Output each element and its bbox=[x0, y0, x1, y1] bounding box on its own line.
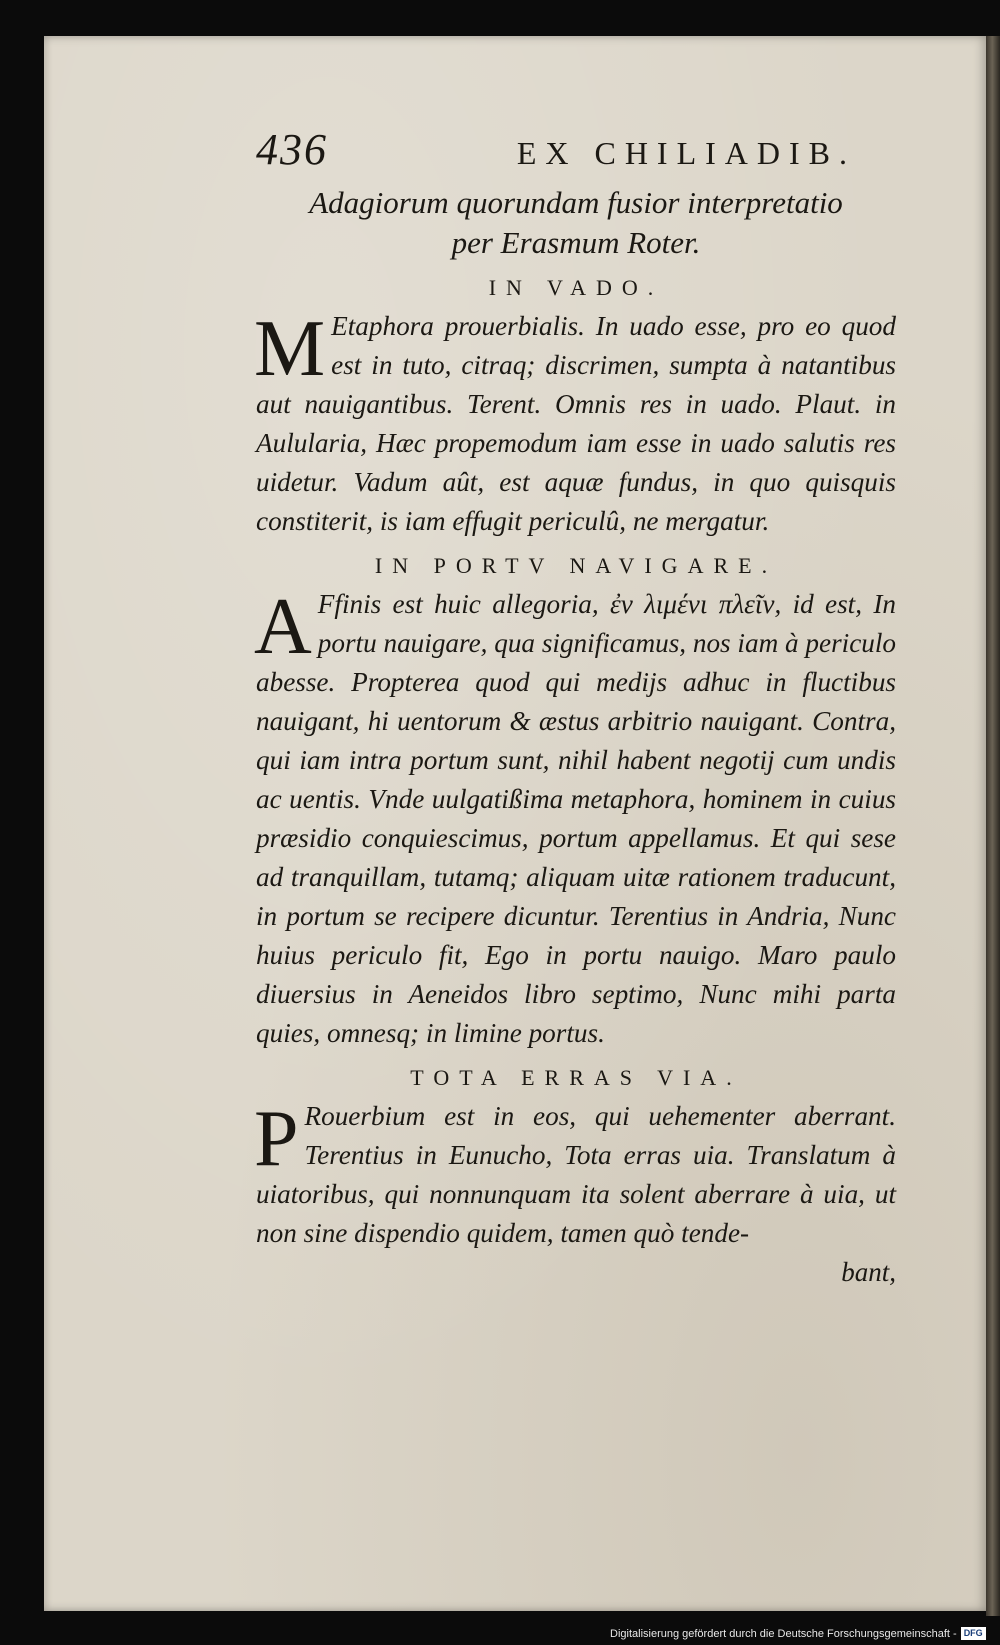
section-paragraph bbox=[256, 307, 896, 541]
section-heading: IN PORTV NAVIGARE. bbox=[374, 553, 778, 578]
title-line-2: per Erasmum Roter. bbox=[451, 225, 701, 260]
paragraph-text: Ffinis est huic allegoria, ἐν λιμένι πλεῖν, id est, In portu nauigare, qua significamus, nos iam à periculo abesse. Propterea quod qui medijs adhuc in fluctibus nauigant, hi uentorum & æstus arbitrio nauigant. Contra, qui iam intra portum sunt, nihil habent negotij cum undis ac uentis. Vnde uulgatißima metaphora, hominem in cuius præsidio conquiescimus, portum appellamus. Et qui sese ad tranquillam, tutamq; aliquam uitæ rationem traducunt, in portum se recipere dicuntur. Terentius in Andria, Nunc huius periculo fit, Ego in portu nauigo. Maro paulo diuersius in Aeneidos libro septimo, Nunc mihi parta quies, omnesq; in limine portus. bbox=[256, 589, 897, 1048]
page-header bbox=[256, 124, 896, 175]
drop-cap: A bbox=[254, 583, 312, 671]
running-head: EX CHILIADIB. bbox=[516, 135, 856, 171]
section-tota-erras-via bbox=[256, 1065, 896, 1253]
section-heading: IN VADO. bbox=[488, 275, 664, 300]
credit-text: Digitalisierung gefördert durch die Deutsche Forschungsgemeinschaft - bbox=[610, 1627, 957, 1640]
paragraph-text: Rouerbium est in eos, qui uehementer aberrant. Terentius in Eunucho, Tota erras uia. Translatum à uiatoribus, qui nonnunquam ita solent aberrare à uia, ut non sine dispendio quidem, tamen quò tende- bbox=[256, 1101, 896, 1248]
paragraph-text: Etaphora prouerbialis. In uado esse, pro eo quod est in tuto, citraq; discrimen, sumpta à natantibus aut nauigantibus. Terent. Omnis res in uado. Plaut. in Aulularia, Hæc propemodum iam esse in uado salutis res uidetur. Vadum aût, est aquæ fundus, in quo quisquis constiterit, is iam effugit periculû, ne mergatur. bbox=[256, 311, 896, 536]
section-heading: TOTA ERRAS VIA. bbox=[410, 1065, 742, 1090]
catchword: bant, bbox=[841, 1257, 896, 1287]
text-block bbox=[256, 124, 896, 1288]
section-in-vado bbox=[256, 275, 896, 541]
title-line-1: Adagiorum quorundam fusior interpretatio bbox=[309, 185, 843, 220]
page-number: 436 bbox=[256, 125, 328, 174]
dfg-logo-icon: DFG bbox=[961, 1627, 986, 1640]
page-title bbox=[256, 183, 896, 263]
digitization-credit bbox=[610, 1627, 986, 1640]
section-in-portu-navigare bbox=[256, 553, 896, 1053]
section-paragraph bbox=[256, 1097, 896, 1253]
drop-cap: M bbox=[254, 305, 326, 393]
section-paragraph bbox=[256, 585, 896, 1053]
page-edge bbox=[986, 36, 1000, 1616]
drop-cap: P bbox=[254, 1095, 299, 1183]
